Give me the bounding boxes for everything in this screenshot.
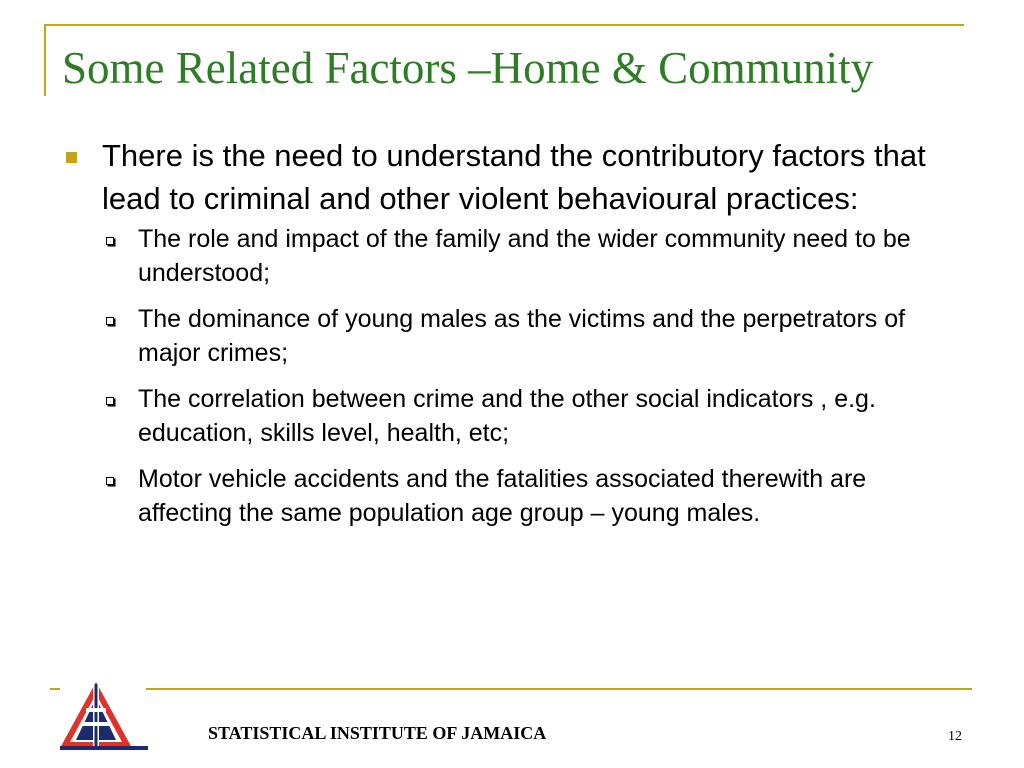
slide-title: Some Related Factors –Home & Community [62,43,874,93]
sub-bullet-item [60,222,960,290]
sub-point-text: The dominance of young males as the victims and the perpetrators of major crimes; [138,305,906,367]
sub-point-text: Motor vehicle accidents and the fatalities associated therewith are affecting the same population age group – young males. [138,465,867,527]
title-frame-left-rule [44,24,46,96]
main-point-text: There is the need to understand the contributory factors that lead to criminal and other violent behavioural practices: [102,138,926,216]
hollow-square-bullet-icon [106,237,114,245]
hollow-square-bullet-icon [106,477,114,485]
sub-point-text: The role and impact of the family and the wider community need to be understood; [138,225,911,287]
sub-bullet-item [60,462,960,530]
sub-bullet-list [60,222,960,530]
square-bullet-icon [66,152,77,163]
sub-bullet-item [60,302,960,370]
sub-point-text: The correlation between crime and the other social indicators , e.g. education, skills level, health, etc; [138,385,876,447]
slide-content [60,134,960,542]
sub-bullet-item [60,382,960,450]
footer-organization: STATISTICAL INSTITUTE OF JAMAICA [208,723,547,743]
hollow-square-bullet-icon [106,317,114,325]
page-number: 12 [948,729,962,744]
statin-logo-icon [58,680,150,752]
hollow-square-bullet-icon [106,397,114,405]
title-frame-top-rule [44,24,964,26]
main-bullet-item [60,134,960,220]
footer-rule [146,688,972,690]
